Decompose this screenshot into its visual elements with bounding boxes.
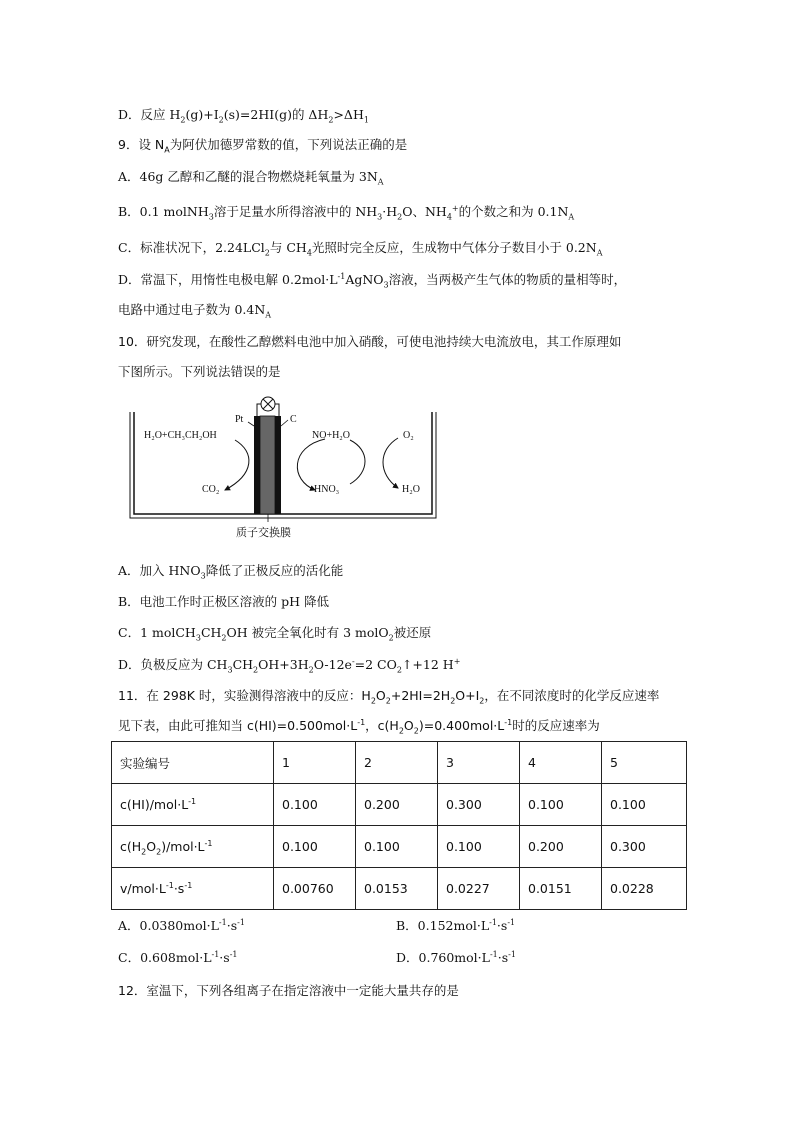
sub: 2: [253, 665, 259, 675]
sub: A: [164, 145, 170, 155]
o2-label: O₂: [403, 430, 414, 441]
q11-stem-text: O: [375, 688, 386, 703]
table-row: [112, 868, 687, 910]
fuel-cell-diagram: [120, 392, 440, 542]
q11-stem-text: )=0.400mol·L: [418, 718, 505, 733]
q9-option-a: [118, 169, 384, 185]
sub: 2: [221, 633, 227, 643]
sup: -: [351, 656, 355, 666]
table-cell: 0.300: [438, 784, 520, 826]
table-cell: 4: [520, 742, 602, 784]
q9-c-text: 光照时完全反应，生成物中气体分子数目小于 0.2N: [311, 240, 597, 255]
sup: -1: [204, 838, 213, 848]
membrane-label: 质子交换膜: [236, 526, 291, 539]
pt-label: Pt: [235, 414, 244, 425]
no-label: NO+H₂O: [312, 430, 351, 441]
q11-stem-line2: [118, 718, 600, 734]
q9-b-text: 的个数之和为 0.1N: [458, 204, 569, 219]
table-cell: 0.0228: [602, 868, 687, 910]
label-text: v/mol·L: [120, 881, 166, 896]
q9-d-text: D．常温下，用惰性电极电解 0.2mol·L: [118, 272, 338, 287]
q10-option-b: B．电池工作时正极区溶液的 pH 降低: [118, 594, 330, 609]
q9-d-text: 电路中通过电子数为 0.4N: [118, 302, 266, 317]
q10-c-text: C．1 molCH: [118, 625, 196, 640]
q9-c-text: C．标准状况下，2.24LCl: [118, 240, 265, 255]
q11-option-d: [396, 950, 516, 966]
sub: 1: [363, 115, 369, 125]
sub: A: [596, 248, 603, 258]
sup: -1: [211, 949, 220, 959]
sup: -1: [218, 917, 227, 927]
q9-option-b: [118, 204, 574, 220]
q8-d-text: >ΔH: [333, 107, 364, 122]
table-cell: 0.100: [438, 826, 520, 868]
q9-b-text: 溶于足量水所得溶液中的 NH: [213, 204, 378, 219]
q11-a-text: A．0.0380mol·L: [118, 918, 219, 933]
q11-option-c: [118, 950, 237, 966]
label-text: )/mol·L: [161, 839, 205, 854]
q11-a-text: ·s: [226, 918, 238, 933]
q10-stem-line2: 下图所示。下列说法错误的是: [118, 364, 281, 379]
q9-c-text: 与 CH: [269, 240, 307, 255]
label-text: ·s: [173, 881, 185, 896]
table-cell: 0.100: [602, 784, 687, 826]
q8-d-text: D．反应 H: [118, 107, 181, 122]
q11-stem-line1: [118, 688, 659, 704]
q11-option-b: [396, 918, 515, 934]
q11-stem-text: O: [403, 718, 414, 733]
sub: 2: [450, 696, 456, 706]
q11-stem-text: O+I: [455, 688, 480, 703]
q10-a-text: 降低了正极反应的活化能: [205, 563, 344, 578]
sub: 2: [156, 847, 162, 857]
sup: -1: [489, 949, 498, 959]
q10-stem-line1: 10．研究发现，在酸性乙醇燃料电池中加入硝酸，可使电池持续大电流放电，其工作原理如: [118, 334, 622, 349]
sup: -1: [237, 917, 245, 927]
h2o-label: H₂O: [402, 484, 420, 495]
q10-c-text: OH 被完全氧化时有 3 molO: [226, 625, 389, 640]
sup: -1: [504, 717, 513, 727]
sup: -1: [489, 917, 497, 927]
sub: 2: [479, 696, 485, 706]
sub: 3: [227, 665, 233, 675]
sup: -1: [184, 880, 193, 890]
q10-d-text: CH: [232, 657, 254, 672]
sup: -1: [357, 717, 366, 727]
table-row: [112, 784, 687, 826]
table-cell: 0.300: [602, 826, 687, 868]
sub: 2: [308, 665, 314, 675]
table-cell: 0.0151: [520, 868, 602, 910]
q10-d-text: OH+3H: [258, 657, 309, 672]
sup: +: [451, 203, 459, 213]
oxygen-arrow: [350, 438, 398, 488]
sub: 4: [446, 212, 452, 222]
q10-a-text: A．加入 HNO: [118, 563, 201, 578]
q11-stem-text: 时的反应速率为: [512, 718, 600, 733]
sub: 2: [141, 847, 147, 857]
sub: 2: [397, 212, 403, 222]
q10-d-text: ↑+12 H: [401, 657, 454, 672]
table-cell: 3: [438, 742, 520, 784]
table-cell: 2: [356, 742, 438, 784]
q11-stem-text: 见下表，由此可推知当 c(HI)=0.500mol·L: [118, 718, 358, 733]
q11-d-text: D．0.760mol·L: [396, 950, 490, 965]
q11-c-text: C．0.608mol·L: [118, 950, 212, 965]
sup: -1: [229, 949, 238, 959]
table-cell: 1: [274, 742, 356, 784]
q10-c-text: 被还原: [393, 625, 432, 640]
sup: -1: [165, 880, 174, 890]
co2-label: CO₂: [202, 484, 220, 495]
q11-d-text: ·s: [497, 950, 509, 965]
sub: 2: [218, 115, 224, 125]
sup: -1: [188, 796, 197, 806]
table-cell: 0.100: [356, 826, 438, 868]
q9-a-text: A．46g 乙醇和乙醚的混合物燃烧耗氧量为 3N: [118, 169, 378, 184]
anode-arrow: [225, 440, 249, 490]
sub: 3: [200, 571, 206, 581]
sub: 3: [195, 633, 201, 643]
sup: -1: [508, 949, 516, 959]
q11-stem-text: ，c(H: [365, 718, 399, 733]
sub: 3: [383, 280, 389, 290]
q10-d-text: O-12e: [313, 657, 352, 672]
sup: -1: [507, 917, 516, 927]
table-header-row: [112, 742, 687, 784]
q9-d-text: 溶液，当两极产生气体的物质的量相等时，: [388, 272, 627, 287]
sub: 2: [264, 248, 270, 258]
table-cell: 0.0153: [356, 868, 438, 910]
nitrate-arrow: [297, 439, 325, 490]
c-electrode: [275, 416, 281, 514]
table-cell: 0.0227: [438, 868, 520, 910]
pt-electrode: [254, 416, 260, 514]
sub: 2: [388, 633, 394, 643]
q9-stem-text: 为阿伏加德罗常数的值，下列说法正确的是: [169, 137, 408, 152]
c-label: C: [290, 414, 297, 425]
label-text: c(HI)/mol·L: [120, 797, 189, 812]
hno3-label: HNO₃: [314, 484, 340, 495]
sub: 2: [180, 115, 186, 125]
sub: 2: [413, 726, 419, 736]
q11-b-text: ·s: [496, 918, 508, 933]
sub: A: [568, 212, 575, 222]
q11-stem-text: 11．在 298K 时，实验测得溶液中的反应：H: [118, 688, 371, 703]
q8-option-d: [118, 107, 369, 123]
table-cell: 0.200: [356, 784, 438, 826]
proton-exchange-membrane: [260, 416, 275, 514]
cell-container: [134, 412, 432, 514]
table-cell: 0.00760: [274, 868, 356, 910]
q9-b-text: B．0.1 molNH: [118, 204, 209, 219]
q10-option-c: [118, 625, 431, 641]
label-text: c(H: [120, 839, 142, 854]
rate-data-table: [111, 741, 687, 910]
q11-option-a: [118, 918, 245, 934]
sup: +: [453, 656, 461, 666]
q10-d-text: D．负极反应为 CH: [118, 657, 228, 672]
table-cell: 0.200: [520, 826, 602, 868]
table-cell: 5: [602, 742, 687, 784]
q12-stem: 12．室温下，下列各组离子在指定溶液中一定能大量共存的是: [118, 983, 459, 998]
sub: 2: [396, 665, 402, 675]
sub: A: [265, 310, 272, 320]
sub: 2: [328, 115, 334, 125]
q9-b-text: ·H: [382, 204, 398, 219]
sub: 3: [377, 212, 383, 222]
table-cell: 0.100: [274, 784, 356, 826]
q10-c-text: CH: [200, 625, 222, 640]
q9-option-d-line2: [118, 302, 271, 318]
q10-option-d: [118, 657, 460, 673]
sup: -1: [337, 271, 346, 281]
table-cell: 0.100: [274, 826, 356, 868]
reactant-label: H₂O+CH₃CH₂OH: [144, 430, 217, 441]
q11-b-text: B．0.152mol·L: [396, 918, 490, 933]
q11-stem-text: ，在不同浓度时的化学反应速率: [484, 688, 660, 703]
sub: 2: [398, 726, 404, 736]
row-label: [112, 784, 274, 826]
row-label: [112, 868, 274, 910]
q8-d-text: (s)=2HI(g)的 ΔH: [223, 107, 329, 122]
sub: A: [377, 177, 384, 187]
table-row: [112, 826, 687, 868]
q9-stem-text: 9．设 N: [118, 137, 165, 152]
q9-option-d-line1: [118, 272, 626, 288]
q9-b-text: O、NH: [402, 204, 447, 219]
sub: 3: [208, 212, 214, 222]
q8-d-text: (g)+I: [185, 107, 219, 122]
q10-option-a: [118, 563, 343, 579]
table-cell: 实验编号: [112, 742, 274, 784]
q11-stem-text: +2HI=2H: [390, 688, 451, 703]
label-text: O: [146, 839, 157, 854]
q9-d-text: AgNO: [345, 272, 384, 287]
sub: 4: [306, 248, 312, 258]
q10-d-text: =2 CO: [354, 657, 397, 672]
table-cell: 0.100: [520, 784, 602, 826]
q9-option-c: [118, 240, 602, 256]
q9-stem: [118, 137, 407, 153]
sub: 2: [370, 696, 376, 706]
q11-c-text: ·s: [219, 950, 230, 965]
row-label: [112, 826, 274, 868]
sub: 2: [385, 696, 391, 706]
